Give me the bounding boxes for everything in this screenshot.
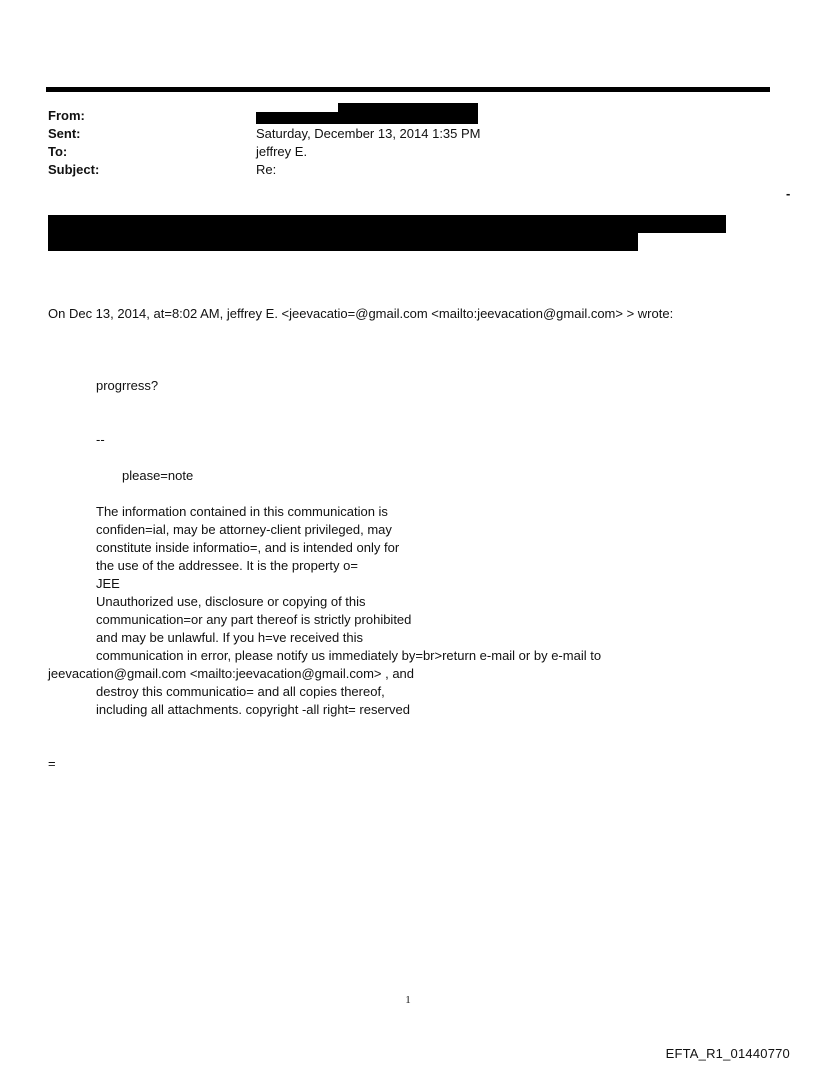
disclaimer-line: the use of the addressee. It is the property o= <box>96 558 358 573</box>
stray-mark: - <box>786 186 791 201</box>
from-redaction-low <box>256 112 338 124</box>
disclaimer-line: confiden=ial, may be attorney-client privileged, may <box>96 522 392 537</box>
from-redaction-high <box>338 103 478 124</box>
document-id: EFTA_R1_01440770 <box>665 1046 790 1061</box>
body-redaction-1 <box>48 215 726 233</box>
disclaimer-line: communication in error, please notify us immediately by=br>return e-mail or by e-mail to <box>96 648 602 663</box>
please-note: please=note <box>122 468 194 483</box>
disclaimer-line: including all attachments. copyright -all right= reserved <box>96 702 410 717</box>
header-rule <box>46 87 770 92</box>
disclaimer-line: jeevacation@gmail.com <mailto:jeevacation@gmail.com> , and <box>48 666 415 681</box>
disclaimer-line: JEE <box>96 576 120 591</box>
body-redaction-2 <box>48 233 638 251</box>
attribution-line: On Dec 13, 2014, at=8:02 AM, jeffrey E. <jeevacatio=@gmail.com <mailto:jeevacation@gmail.com> > wrote: <box>48 306 674 321</box>
sent-label: Sent: <box>48 126 81 141</box>
to-label: To: <box>48 144 68 159</box>
disclaimer-line: Unauthorized use, disclosure or copying of this <box>96 594 366 609</box>
trailing-equals: = <box>48 756 56 771</box>
quoted-text: progrress? <box>96 378 159 393</box>
sent-value: Saturday, December 13, 2014 1:35 PM <box>256 126 481 141</box>
disclaimer-line: communication=or any part thereof is strictly prohibited <box>96 612 412 627</box>
subject-value: Re: <box>256 162 277 177</box>
signature-separator: -- <box>96 432 105 447</box>
disclaimer-line: The information contained in this communication is <box>96 504 388 519</box>
from-label: From: <box>48 108 85 123</box>
page-number: 1 <box>405 994 411 1006</box>
to-value: jeffrey E. <box>256 144 308 159</box>
disclaimer-line: constitute inside informatio=, and is intended only for <box>96 540 400 555</box>
subject-label: Subject: <box>48 162 100 177</box>
disclaimer-line: and may be unlawful. If you h=ve received this <box>96 630 364 645</box>
disclaimer-line: destroy this communicatio= and all copies thereof, <box>96 684 385 699</box>
